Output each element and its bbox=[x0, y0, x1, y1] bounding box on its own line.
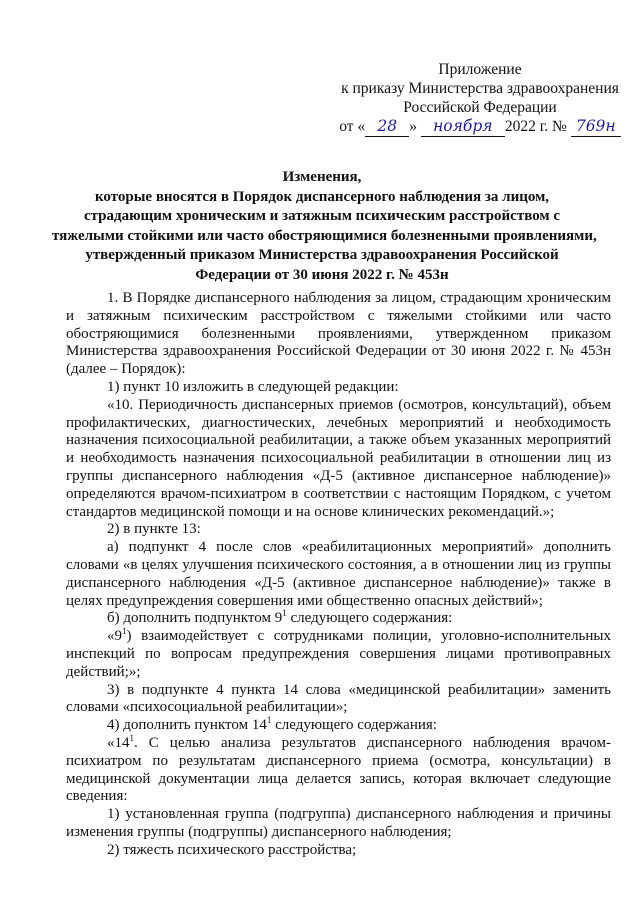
title-line-4: тяжелыми стойкими или часто обостряющимися болезненными проявлениями, bbox=[52, 227, 597, 244]
paragraph-item-1: 1) пункт 10 изложить в следующей редакции: bbox=[107, 378, 399, 395]
order-year: 2022 г. № bbox=[504, 118, 567, 135]
paragraph-point-10: «10. Периодичность диспансерных приемов (осмотров, консультаций), объем профилактических, диагностических, лечебных мероприятий и необходимость назначения психосоциальной реабилитации, а также объем указанных мероприятий и необходимость назначения психосоциальной реабилитации в отношении лиц из группы диспансерного наблюдения «Д-5 (активное диспансерное наблюдение)» определяются врачом-психиатром в соответствии с настоящим Порядком, с учетом стандартов медицинской помощи и на основе клинических рекомендаций.»; bbox=[66, 396, 611, 520]
title-line-1: Изменения, bbox=[282, 169, 362, 185]
order-day-handwritten: 28 bbox=[365, 117, 409, 137]
title-line-6: Федерации от 30 июня 2022 г. № 453н bbox=[195, 266, 449, 283]
order-date-line bbox=[330, 117, 630, 137]
subpoint-9-1-sup: 1 bbox=[122, 626, 127, 637]
point-14-1-text-a: «14 bbox=[107, 734, 130, 751]
order-mid: » bbox=[409, 118, 417, 135]
paragraph-item-2: 2) в пункте 13: bbox=[107, 521, 201, 538]
paragraph-subitem-b bbox=[66, 610, 611, 628]
subpoint-9-1-text-a: «9 bbox=[107, 628, 122, 645]
point-14-1-sup: 1 bbox=[129, 732, 134, 743]
subitem-b-text-b: следующего содержания: bbox=[286, 610, 453, 627]
subitem-b-sup: 1 bbox=[282, 608, 287, 619]
item-4-sup: 1 bbox=[266, 715, 272, 726]
appendix-header bbox=[330, 60, 630, 137]
subitem-b-text-a: б) дополнить подпунктом 9 bbox=[107, 610, 283, 627]
paragraph-14-1-item-1: 1) установленная группа (подгруппа) диспансерного наблюдения и причины изменения группы (подгруппы) диспансерного наблюдения; bbox=[66, 806, 611, 840]
document-body bbox=[66, 290, 611, 860]
item-4-text-b: следующего содержания: bbox=[271, 717, 437, 734]
title-line-3: страдающим хроническим и затяжным психическим расстройством с bbox=[83, 208, 561, 224]
order-number-handwritten: 769н bbox=[571, 117, 621, 137]
paragraph-subpoint-9-1 bbox=[66, 628, 611, 681]
title-line-5: утвержденный приказом Министерства здравоохранения Российской bbox=[85, 247, 559, 263]
paragraph-item-4 bbox=[66, 717, 611, 735]
appendix-country: Российской Федерации bbox=[403, 99, 557, 116]
order-month-handwritten: ноября bbox=[421, 117, 505, 137]
paragraph-1: 1. В Порядке диспансерного наблюдения за лицом, страдающим хроническим и затяжным психическим расстройством с тяжелыми стойкими или часто обостряющимися болезненными проявлениями, утвержденном приказом Министерства здравоохранения Российской Федерации от 30 июня 2022 г. № 453н (далее – Порядок): bbox=[66, 290, 611, 378]
document-title bbox=[52, 168, 597, 285]
appendix-order-ref: к приказу Министерства здравоохранения bbox=[341, 80, 619, 97]
point-14-1-text-b: . С целью анализа результатов диспансерного наблюдения врачом-психиатром по результатам диспансерного приема (осмотра, консультации) в медицинской документации лица делается запись, которая включает следующие сведения: bbox=[66, 734, 611, 805]
title-line-2: которые вносятся в Порядок диспансерного наблюдения за лицом, bbox=[94, 188, 550, 205]
paragraph-item-3: 3) в подпункте 4 пункта 14 слова «медицинской реабилитации» заменить словами «психосоциальной реабилитации»; bbox=[66, 681, 611, 716]
order-prefix: от « bbox=[339, 118, 366, 135]
subpoint-9-1-text-b: ) взаимодействует с сотрудниками полиции, уголовно-исполнительных инспекций по вопросам предупреждения совершения лицами противоправных действий;»; bbox=[66, 628, 611, 680]
paragraph-14-1-item-2: 2) тяжесть психического расстройства; bbox=[107, 841, 357, 858]
paragraph-point-14-1 bbox=[66, 732, 611, 806]
appendix-label: Приложение bbox=[438, 61, 522, 78]
item-4-text-a: 4) дополнить пунктом 14 bbox=[107, 717, 267, 734]
paragraph-subitem-a: а) подпункт 4 после слов «реабилитационных мероприятий» дополнить словами «в целях улучшения психического состояния, а в отношении лиц из группы диспансерного наблюдения «Д-5 (активное диспансерное наблюдение)» также в целях предупреждения совершения ими общественно опасных действий»; bbox=[66, 539, 611, 609]
